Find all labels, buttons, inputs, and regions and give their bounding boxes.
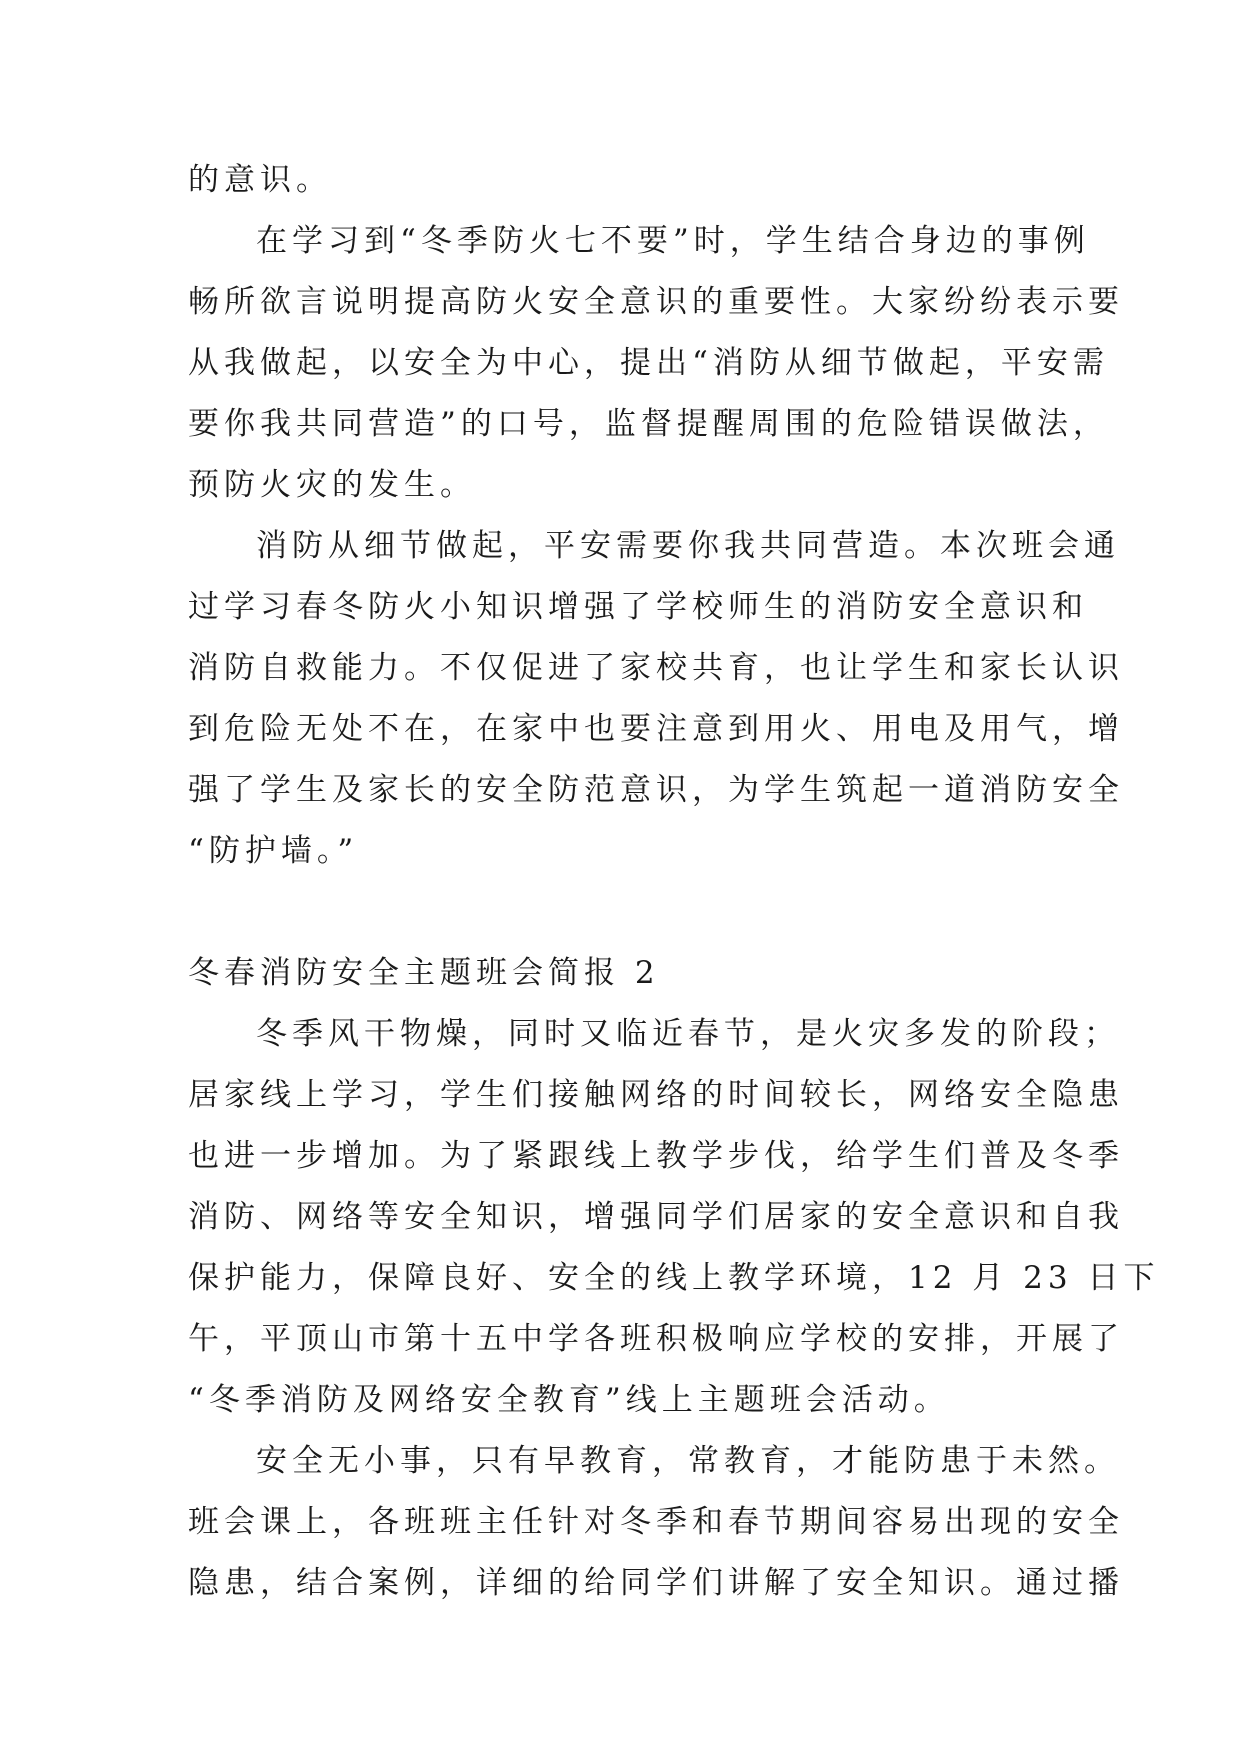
paragraph-line: 在学习到“冬季防火七不要”时，学生结合身边的事例 — [256, 223, 1090, 259]
paragraph-line: 到危险无处不在，在家中也要注意到用火、用电及用气，增 — [188, 711, 1124, 747]
document-page — [188, 150, 1160, 1614]
blank-line — [188, 882, 1058, 943]
paragraph-line: 畅所欲言说明提高防火安全意识的重要性。大家纷纷表示要 — [188, 284, 1124, 320]
paragraph-line: 消防、网络等安全知识，增强同学们居家的安全意识和自我 — [188, 1199, 1124, 1235]
paragraph-line: 要你我共同营造”的口号，监督提醒周围的危险错误做法， — [188, 406, 1109, 442]
paragraph-line: 保护能力，保障良好、安全的线上教学环境，12 月 23 日下 — [188, 1260, 1160, 1296]
paragraph-line: 预防火灾的发生。 — [188, 467, 476, 503]
paragraph-line: 也进一步增加。为了紧跟线上教学步伐，给学生们普及冬季 — [188, 1138, 1124, 1174]
paragraph-line: 强了学生及家长的安全防范意识，为学生筑起一道消防安全 — [188, 772, 1124, 808]
paragraph-line: 午，平顶山市第十五中学各班积极响应学校的安排，开展了 — [188, 1321, 1124, 1357]
paragraph-line: 的意识。 — [188, 162, 332, 198]
paragraph-line: 冬季风干物燥，同时又临近春节，是火灾多发的阶段； — [256, 1016, 1120, 1052]
paragraph-line: 从我做起，以安全为中心，提出“消防从细节做起，平安需 — [188, 345, 1109, 381]
paragraph-line: 过学习春冬防火小知识增强了学校师生的消防安全意识和 — [188, 589, 1088, 625]
section-title: 冬春消防安全主题班会简报 2 — [188, 955, 660, 991]
paragraph-line: 班会课上，各班班主任针对冬季和春节期间容易出现的安全 — [188, 1504, 1124, 1540]
paragraph-line: “冬季消防及网络安全教育”线上主题班会活动。 — [188, 1382, 950, 1418]
paragraph-line: 消防从细节做起，平安需要你我共同营造。本次班会通 — [256, 528, 1120, 564]
paragraph-line: 隐患，结合案例，详细的给同学们讲解了安全知识。通过播 — [188, 1565, 1124, 1601]
paragraph-line: 安全无小事，只有早教育，常教育，才能防患于未然。 — [256, 1443, 1120, 1479]
paragraph-line: 居家线上学习，学生们接触网络的时间较长，网络安全隐患 — [188, 1077, 1124, 1113]
paragraph-line: 消防自救能力。不仅促进了家校共育，也让学生和家长认识 — [188, 650, 1124, 686]
paragraph-line: “防护墙。” — [188, 833, 359, 869]
